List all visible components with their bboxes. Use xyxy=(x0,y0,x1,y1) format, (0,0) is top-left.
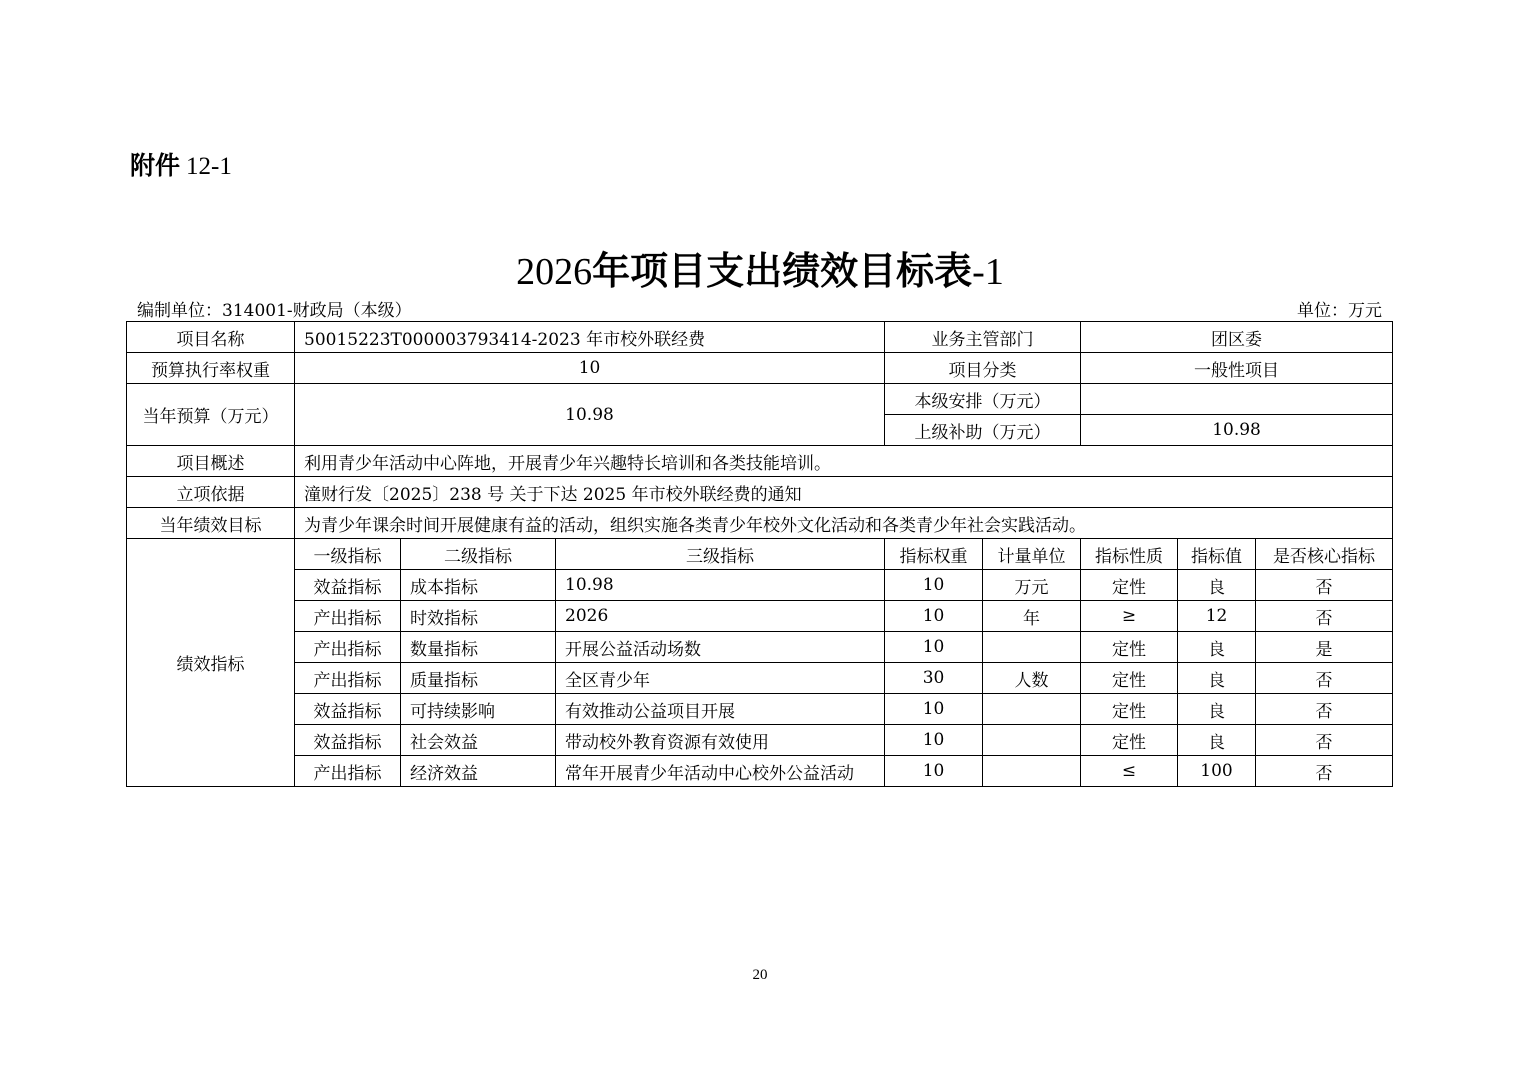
row-basis xyxy=(127,477,1393,508)
cell-level2: 成本指标 xyxy=(401,570,556,601)
cell-level2: 时效指标 xyxy=(401,601,556,632)
cell-value: 良 xyxy=(1178,725,1256,756)
indicator-row xyxy=(127,756,1393,787)
header-core: 是否核心指标 xyxy=(1256,539,1393,570)
cell-nature: ≤ xyxy=(1081,756,1178,787)
cell-level2: 社会效益 xyxy=(401,725,556,756)
page-number: 20 xyxy=(752,967,768,983)
dept-label: 业务主管部门 xyxy=(885,322,1081,353)
dept-value: 团区委 xyxy=(1081,322,1393,353)
cell-level3: 全区青少年 xyxy=(556,663,885,694)
cell-core: 否 xyxy=(1256,756,1393,787)
cell-weight: 30 xyxy=(885,663,983,694)
currency-unit: 单位：万元 xyxy=(1297,301,1382,321)
cell-weight: 10 xyxy=(885,756,983,787)
cell-level2: 可持续影响 xyxy=(401,694,556,725)
cell-weight: 10 xyxy=(885,601,983,632)
cell-unit xyxy=(983,725,1081,756)
row-budget xyxy=(127,384,1393,415)
cell-level1: 产出指标 xyxy=(295,632,401,663)
attachment-number: 12-1 xyxy=(186,153,232,180)
row-project-name xyxy=(127,322,1393,353)
cell-core: 否 xyxy=(1256,663,1393,694)
cell-unit: 人数 xyxy=(983,663,1081,694)
cell-unit: 万元 xyxy=(983,570,1081,601)
cell-value: 良 xyxy=(1178,663,1256,694)
compiling-unit: 编制单位：314001-财政局（本级） xyxy=(137,301,412,321)
header-level2: 二级指标 xyxy=(401,539,556,570)
cell-unit: 年 xyxy=(983,601,1081,632)
budget-label: 当年预算（万元） xyxy=(127,384,295,446)
cell-nature: 定性 xyxy=(1081,632,1178,663)
cell-unit xyxy=(983,694,1081,725)
indicator-row xyxy=(127,663,1393,694)
indicator-header-row xyxy=(127,539,1393,570)
cell-level2: 质量指标 xyxy=(401,663,556,694)
goal-label: 当年绩效目标 xyxy=(127,508,295,539)
indicator-row xyxy=(127,632,1393,663)
cell-core: 否 xyxy=(1256,694,1393,725)
indicator-row xyxy=(127,601,1393,632)
title-text: 年项目支出绩效目标表 xyxy=(592,249,973,293)
row-goal xyxy=(127,508,1393,539)
project-name-label: 项目名称 xyxy=(127,322,295,353)
cell-core: 否 xyxy=(1256,570,1393,601)
cell-nature: 定性 xyxy=(1081,570,1178,601)
upper-value: 10.98 xyxy=(1081,415,1393,446)
cell-level1: 效益指标 xyxy=(295,694,401,725)
header-weight: 指标权重 xyxy=(885,539,983,570)
cell-value: 12 xyxy=(1178,601,1256,632)
cell-level3: 10.98 xyxy=(556,570,885,601)
cell-level3: 常年开展青少年活动中心校外公益活动 xyxy=(556,756,885,787)
cell-value: 100 xyxy=(1178,756,1256,787)
goal-value: 为青少年课余时间开展健康有益的活动，组织实施各类青少年校外文化活动和各类青少年社会实践活动。 xyxy=(295,508,1393,539)
local-label: 本级安排（万元） xyxy=(885,384,1081,415)
cell-unit xyxy=(983,756,1081,787)
weight-label: 预算执行率权重 xyxy=(127,353,295,384)
cell-nature: ≥ xyxy=(1081,601,1178,632)
cell-level1: 产出指标 xyxy=(295,756,401,787)
cell-value: 良 xyxy=(1178,632,1256,663)
indicator-row xyxy=(127,570,1393,601)
cell-level1: 效益指标 xyxy=(295,725,401,756)
cell-level1: 产出指标 xyxy=(295,601,401,632)
performance-table xyxy=(126,321,1393,787)
page-title xyxy=(0,240,1520,295)
indicator-row xyxy=(127,694,1393,725)
attachment-label xyxy=(130,146,232,182)
cell-value: 良 xyxy=(1178,694,1256,725)
cell-level3: 开展公益活动场数 xyxy=(556,632,885,663)
upper-label: 上级补助（万元） xyxy=(885,415,1081,446)
header-value: 指标值 xyxy=(1178,539,1256,570)
header-level3: 三级指标 xyxy=(556,539,885,570)
cell-value: 良 xyxy=(1178,570,1256,601)
attachment-text: 附件 xyxy=(130,151,181,180)
cell-weight: 10 xyxy=(885,725,983,756)
cell-core: 否 xyxy=(1256,725,1393,756)
cell-level3: 有效推动公益项目开展 xyxy=(556,694,885,725)
row-weight xyxy=(127,353,1393,384)
local-value xyxy=(1081,384,1393,415)
overview-value: 利用青少年活动中心阵地，开展青少年兴趣特长培训和各类技能培训。 xyxy=(295,446,1393,477)
cell-core: 是 xyxy=(1256,632,1393,663)
cell-level1: 产出指标 xyxy=(295,663,401,694)
project-name-value: 50015223T000003793414-2023 年市校外联经费 xyxy=(295,322,885,353)
category-label: 项目分类 xyxy=(885,353,1081,384)
basis-label: 立项依据 xyxy=(127,477,295,508)
cell-level2: 数量指标 xyxy=(401,632,556,663)
budget-value: 10.98 xyxy=(295,384,885,446)
cell-weight: 10 xyxy=(885,694,983,725)
cell-nature: 定性 xyxy=(1081,663,1178,694)
title-year: 2026 xyxy=(516,251,593,293)
cell-unit xyxy=(983,632,1081,663)
weight-value: 10 xyxy=(295,353,885,384)
category-value: 一般性项目 xyxy=(1081,353,1393,384)
indicators-section-label: 绩效指标 xyxy=(127,539,295,787)
header-level1: 一级指标 xyxy=(295,539,401,570)
header-unit: 计量单位 xyxy=(983,539,1081,570)
overview-label: 项目概述 xyxy=(127,446,295,477)
header-nature: 指标性质 xyxy=(1081,539,1178,570)
title-suffix: -1 xyxy=(972,251,1004,293)
basis-value: 潼财行发〔2025〕238 号 关于下达 2025 年市校外联经费的通知 xyxy=(295,477,1393,508)
cell-level3: 带动校外教育资源有效使用 xyxy=(556,725,885,756)
cell-level3: 2026 xyxy=(556,601,885,632)
indicator-row xyxy=(127,725,1393,756)
cell-level1: 效益指标 xyxy=(295,570,401,601)
cell-weight: 10 xyxy=(885,632,983,663)
cell-level2: 经济效益 xyxy=(401,756,556,787)
cell-nature: 定性 xyxy=(1081,694,1178,725)
cell-nature: 定性 xyxy=(1081,725,1178,756)
cell-core: 否 xyxy=(1256,601,1393,632)
cell-weight: 10 xyxy=(885,570,983,601)
row-overview xyxy=(127,446,1393,477)
